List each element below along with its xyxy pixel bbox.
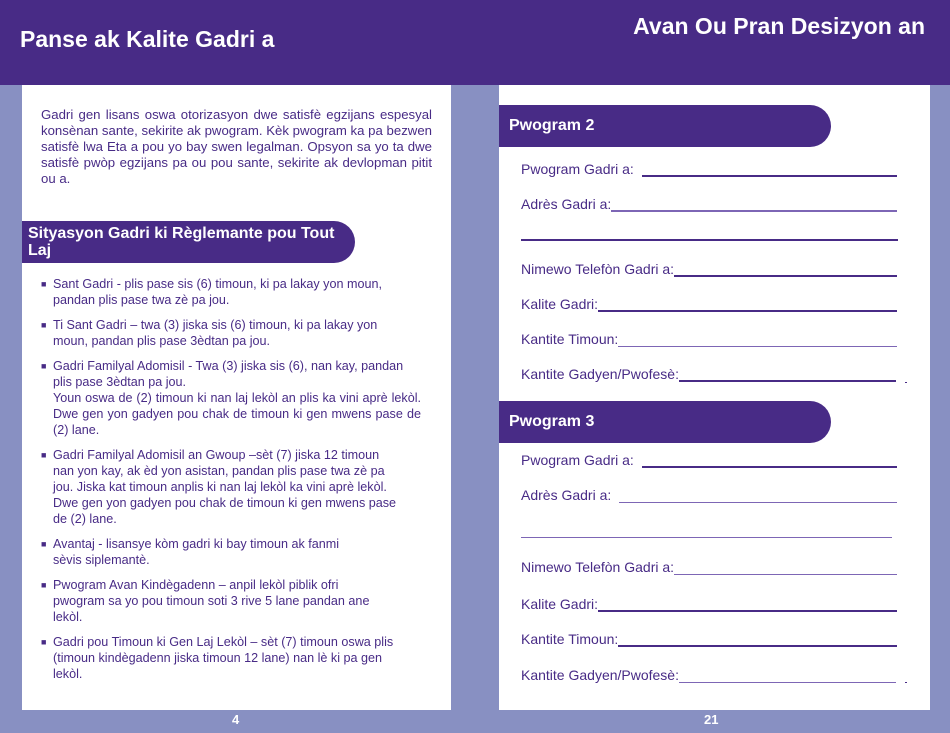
fill-line[interactable] [642,163,897,177]
fill-line[interactable] [619,489,897,503]
fill-line[interactable] [674,561,897,575]
program-3-banner: Pwogram 3 [499,401,831,443]
field-label: Kalite Gadri: [521,296,599,312]
list-item-subtext: Youn oswa de (2) timoun ki nan laj lekòl an plis ka vini aprè lekòl. Dwe gen yon gadyen pou chak de timoun ki gen mwens pase de (2) lane. [53,391,421,437]
program-2-name-field[interactable] [521,161,897,177]
list-item [41,276,401,308]
program-3-name-field[interactable] [521,452,897,468]
field-label: Kalite Gadri: [521,596,599,612]
fill-line[interactable] [611,198,897,212]
list-item-text: Gadri pou Timoun ki Gen Laj Lekòl – sèt (7) timoun oswa plis (timoun kindègadenn jiska timoun 12 lane) nan lè ki pa gen lekòl. [53,635,394,681]
right-page [499,85,930,710]
field-label: Pwogram Gadri a: [521,161,634,177]
page-number-left: 4 [232,712,240,727]
program-2-phone-field[interactable] [521,261,897,277]
program-2-banner: Pwogram 2 [499,105,831,147]
program-3-phone-field[interactable] [521,559,897,575]
field-label: Kantite Gadyen/Pwofesè: [521,667,679,683]
fill-line[interactable] [618,633,897,647]
list-item-text: Pwogram Avan Kindègadenn – anpil lekòl piblik ofri pwogram sa yo pou timoun soti 3 rive 5 lane pandan ane lekòl. [53,578,370,624]
field-label: Nimewo Telefòn Gadri a: [521,261,675,277]
field-label: Nimewo Telefòn Gadri a: [521,559,675,575]
list-item-text: Gadri Familyal Adomisil - Twa (3) jiska sis (6), nan kay, pandan plis pase 3èdtan pa jou. [53,359,404,389]
page-header [0,0,950,85]
program-3-staff-field[interactable] [521,667,896,683]
program-3-address-field[interactable] [521,487,897,503]
left-page [22,85,451,710]
fill-line[interactable] [679,669,896,683]
list-item [41,447,401,527]
page-number-right: 21 [704,712,719,727]
fill-line[interactable] [598,598,897,612]
program-3-type-field[interactable] [521,596,897,612]
section-title-banner: Sityasyon Gadri ki Règlemante pou Tout Laj [22,221,355,263]
list-item-text: Sant Gadri - plis pase sis (6) timoun, ki pa lakay yon moun, pandan plis pase twa zè pa jou. [53,277,382,307]
fill-line[interactable] [679,368,896,382]
field-label: Adrès Gadri a: [521,196,612,212]
program-3-address-line-2[interactable] [521,537,892,538]
field-label: Adrès Gadri a: [521,487,612,503]
fill-line[interactable] [674,263,897,277]
trailing-mark [905,382,907,383]
fill-line[interactable] [598,298,897,312]
program-3-children-field[interactable] [521,631,897,647]
left-page-title: Panse ak Kalite Gadri a [20,26,275,52]
field-label: Kantite Timoun: [521,331,619,347]
childcare-types-list [41,276,421,691]
fill-line[interactable] [642,454,897,468]
program-2-staff-field[interactable] [521,366,896,382]
list-item-text: Gadri Familyal Adomisil an Gwoup –sèt (7) jiska 12 timoun nan yon kay, ak èd yon asistan, pandan plis pase twa zè pa jou. Jiska kat timoun anplis ki nan laj lekòl ka vini aprè lekòl. Dwe gen yon gadyen pou chak de timoun ki gen mwens pase de (2) lane. [53,448,397,526]
trailing-mark [905,682,907,683]
list-item [41,536,371,568]
program-2-address-field[interactable] [521,196,897,212]
field-label: Kantite Timoun: [521,631,619,647]
list-item [41,317,401,349]
list-item [41,358,421,438]
right-page-title: Avan Ou Pran Desizyon an [633,13,925,39]
program-2-children-field[interactable] [521,331,897,347]
list-item-text: Ti Sant Gadri – twa (3) jiska sis (6) timoun, ki pa lakay yon moun, pandan plis pase 3èdtan pa jou. [53,318,378,348]
intro-paragraph: Gadri gen lisans oswa otorizasyon dwe satisfè egzijans espesyal konsènan sante, sekirite ak pwogram. Kèk pwogram ka pa bezwen satisfè lwa Eta a pou yo bay swen legalman. Opsyon sa yo ta dwe satisfè pwòp egzijans pa ou pou sante, sekirite ak devlopman pitit ou a. [41,107,432,186]
field-label: Kantite Gadyen/Pwofesè: [521,366,679,382]
list-item [41,634,396,682]
list-item [41,577,386,625]
program-2-address-line-2[interactable] [521,239,898,241]
field-label: Pwogram Gadri a: [521,452,634,468]
list-item-text: Avantaj - lisansye kòm gadri ki bay timoun ak fanmi sèvis siplemantè. [53,537,340,567]
fill-line[interactable] [618,333,897,347]
program-2-type-field[interactable] [521,296,897,312]
